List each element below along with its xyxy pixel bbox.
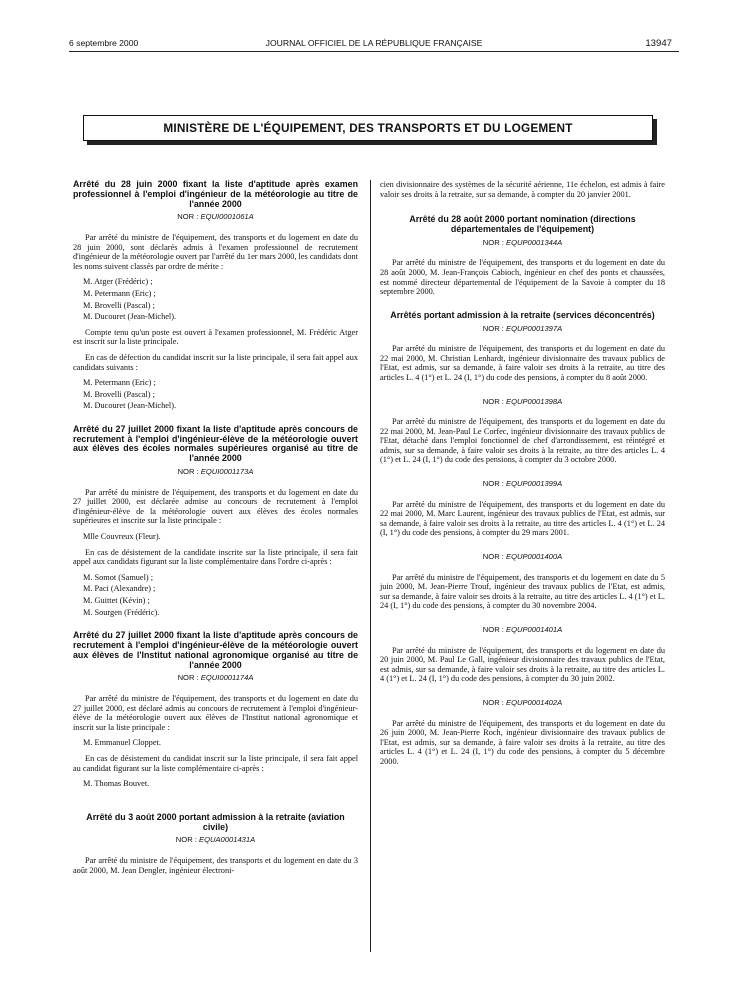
nor-code: EQUI0001173A (200, 467, 254, 477)
candidate-list (73, 573, 358, 617)
nor-label: NOR : (177, 467, 199, 477)
nor-code: EQUI0001061A (200, 212, 254, 222)
decree-section-1 (73, 180, 358, 411)
nor-code: EQUP0001399A (506, 479, 563, 489)
decree-title: Arrêté du 28 juin 2000 fixant la liste d'aptitude après examen professionnel à l'emploi d'ingénieur de la météorologie au titre de l'année 2000 (73, 179, 358, 209)
decree-paragraph: Par arrêté du ministre de l'équipement, des transports et du logement en date du 20 juin 2000, M. Paul Le Gall, ingénieur divisionnaire des travaux publics de l'Etat, est admis, sur sa demande, à faire valoir ses droits à la retraite, au titre des articles L. 4 (1°) et L. 24 (I, 1°) du code des pensions, à compter du 30 juin 2002. (380, 645, 665, 684)
header-journal-title: JOURNAL OFFICIEL DE LA RÉPUBLIQUE FRANÇAISE (265, 38, 483, 48)
decree-title: Arrêtés portant admission à la retraite (services déconcentrés) (390, 309, 655, 320)
decree-section-11 (380, 698, 665, 767)
nor-code: EQUI0001174A (200, 673, 254, 683)
nor-code: EQUP0001397A (506, 323, 563, 333)
candidate-list (73, 277, 358, 321)
nor-label: NOR : (482, 552, 504, 562)
decree-title: Arrêté du 3 août 2000 portant admission à la retraite (aviation civile) (86, 811, 345, 832)
nor-label: NOR : (482, 479, 504, 489)
decree-paragraph: Par arrêté du ministre de l'équipement, des transports et du logement en date du 26 juin 2000, M. Jean-Pierre Roch, ingénieur divisionnaire des travaux publics de l'Etat, est admis, sur sa demande, à faire valoir ses droits à la retraite, au titre des articles L. 4 (1°) et L. 24 (I, 1°) du code des pensions, à compter du 5 décembre 2000. (380, 718, 665, 766)
nor-reference (380, 698, 665, 708)
decree-paragraph: Par arrêté du ministre de l'équipement, des transports et du logement en date du 22 mai 2000, M. Marc Laurent, ingénieur des travaux publics de l'Etat, est admis, sur sa demande, à faire valoir ses droits à la retraite, au titre des articles L. 4 (1°) et L. 24 (I, 1°) du code des pensions, à compter du 29 mars 2001. (380, 499, 665, 538)
header-rule (69, 51, 679, 52)
nor-label: NOR : (482, 237, 504, 247)
candidate-list (73, 532, 358, 542)
left-column (73, 180, 358, 889)
list-item: Mlle Couvreux (Fleur). (83, 532, 161, 542)
decree-paragraph: En cas de défection du candidat inscrit sur la liste principale, il sera fait appel aux candidats suivants : (73, 352, 358, 372)
decree-paragraph: Compte tenu qu'un poste est ouvert à l'examen professionnel, M. Frédéric Atger est inscrit sur la liste principale. (73, 327, 358, 347)
list-item: M. Atger (Frédéric) ; (83, 277, 153, 287)
decree-section-3 (73, 631, 358, 789)
decree-paragraph: Par arrêté du ministre de l'équipement, des transports et du logement en date du 22 mai 2000, M. Jean-Paul Le Corfec, ingénieur divisionnaire des travaux publics de l'Etat, détaché dans l'emploi fonctionnel de chef d'arrondissement, est réintégré et admis, sur sa demande, à faire valoir ses droits à la retraite, au titre des articles L. 4 (1°) et L. 24 (I, 1°) du code des pensions, à compter du 3 octobre 2000. (380, 417, 665, 465)
nor-reference (380, 552, 665, 562)
list-item: M. Thomas Bouvet. (83, 779, 150, 789)
nor-reference (73, 212, 358, 222)
nor-label: NOR : (482, 697, 504, 707)
nor-code: EQUP0001402A (506, 697, 563, 707)
decree-section-6 (380, 311, 665, 383)
candidate-list (73, 738, 358, 748)
decree-paragraph: Par arrêté du ministre de l'équipement, des transports et du logement en date du 3 août 2000, M. Jean Dengler, ingénieur électroni- (73, 855, 358, 875)
decree-paragraph: Par arrêté du ministre de l'équipement, des transports et du logement en date du 5 juin 2000, M. Jean-Pierre Trouf, ingénieur des travaux publics de l'Etat, est admis, sur sa demande, à faire valoir ses droits à la retraite, au titre des articles L. 4 (1°) et L. 24 (I, 1°) du code des pensions, à compter du 30 novembre 2004. (380, 572, 665, 611)
right-column (380, 180, 665, 781)
list-item: M. Somot (Samuel) ; (83, 572, 154, 582)
list-item: M. Guittet (Kévin) ; (83, 596, 150, 606)
decree-paragraph: Par arrêté du ministre de l'équipement, des transports et du logement en date du 28 août 2000, M. Jean-François Cabioch, ingénieur en chef des ponts et chaussées, est nommé directeur départemental de l'équipement de la Savoie à compter du 18 septembre 2000. (380, 258, 665, 297)
nor-code: EQUP0001400A (506, 552, 563, 562)
nor-label: NOR : (482, 396, 504, 406)
decree-section-7 (380, 397, 665, 466)
decree-section-5 (380, 215, 665, 297)
nor-label: NOR : (482, 323, 504, 333)
nor-reference (380, 324, 665, 334)
decree-title: Arrêté du 27 juillet 2000 fixant la liste d'aptitude après concours de recrutement à l'emploi d'ingénieur-élève de la météorologie ouvert aux élèves de l'Institut national agronomique organisé au titre de l'année 2000 (73, 630, 358, 670)
candidate-list (73, 779, 358, 789)
nor-reference (73, 835, 358, 845)
nor-reference (73, 673, 358, 683)
decree-section-8 (380, 479, 665, 538)
nor-reference (380, 625, 665, 635)
list-item: M. Brovelli (Pascal) ; (83, 389, 155, 399)
nor-code: EQUP0001398A (506, 396, 563, 406)
nor-label: NOR : (177, 212, 199, 222)
list-item: M. Paci (Alexandre) ; (83, 584, 156, 594)
list-item: M. Petermann (Eric) ; (83, 288, 156, 298)
nor-reference (380, 238, 665, 248)
header-page-number: 13947 (645, 38, 672, 49)
decree-paragraph: En cas de désistement du candidat inscrit sur la liste principale, il sera fait appel au candidat figurant sur la liste complémentaire ci-après : (73, 753, 358, 773)
nor-label: NOR : (177, 673, 199, 683)
list-item: M. Emmanuel Cloppet. (83, 738, 161, 748)
list-item: M. Petermann (Eric) ; (83, 378, 156, 388)
decree-section-2 (73, 425, 358, 617)
decree-paragraph: En cas de désistement de la candidate inscrite sur la liste principale, il sera fait appel aux candidats figurant sur la liste complémentaire dans l'ordre ci-après : (73, 547, 358, 567)
nor-reference (380, 479, 665, 489)
decree-paragraph: Par arrêté du ministre de l'équipement, des transports et du logement en date du 22 mai 2000, M. Christian Lenhardt, ingénieur divisionnaire des travaux publics de l'Etat, est admis, sur sa demande, à faire valoir ses droits à la retraite, au titre des articles L. 4 (1°) et L. 24 (I, 1°) du code des pensions, à compter du 8 août 2000. (380, 344, 665, 382)
list-item: M. Sourgen (Frédéric). (83, 607, 160, 617)
nor-code: EQUA0001431A (199, 835, 256, 845)
decree-title: Arrêté du 27 juillet 2000 fixant la liste d'aptitude après concours de recrutement à l'emploi d'ingénieur-élève de la météorologie ouvert aux élèves des écoles normales supérieures organisé au titre de l'année 2000 (73, 423, 358, 464)
nor-code: EQUP0001401A (506, 625, 563, 635)
decree-paragraph: Par arrêté du ministre de l'équipement, des transports et du logement en date du 27 juillet 2000, est déclaré admis au concours de recrutement à l'emploi d'ingénieur-élève de la météorologie ouvert aux élèves de l'Institut national agronomique et inscrit sur la liste principale : (73, 693, 358, 732)
ministry-title-box: MINISTÈRE DE L'ÉQUIPEMENT, DES TRANSPORTS ET DU LOGEMENT (83, 115, 653, 141)
nor-label: NOR : (175, 835, 197, 845)
nor-reference (380, 397, 665, 407)
header-date: 6 septembre 2000 (69, 38, 139, 48)
list-item: M. Ducouret (Jean-Michel). (83, 401, 177, 411)
decree-section-4 (73, 813, 358, 875)
nor-label: NOR : (482, 625, 504, 635)
nor-reference (73, 467, 358, 477)
list-item: M. Brovelli (Pascal) ; (83, 300, 155, 310)
decree-paragraph: Par arrêté du ministre de l'équipement, des transports et du logement en date du 27 juillet 2000, est déclarée admise au concours de recrutement à l'emploi d'ingénieur-élève de la météorologie ouvert aux élèves des écoles normales supérieures et inscrite sur la liste principale : (73, 487, 358, 526)
decree-title: Arrêté du 28 août 2000 portant nomination (directions départementales de l'équipement) (409, 214, 636, 234)
nor-code: EQUP0001344A (506, 237, 563, 247)
continued-paragraph: cien divisionnaire des systèmes de la sécurité aérienne, 11e échelon, est admis à faire valoir ses droits à la retraite, sur sa demande, à compter du 20 janvier 2001. (380, 180, 665, 199)
column-separator (370, 180, 371, 952)
decree-section-10 (380, 625, 665, 684)
candidate-list (73, 378, 358, 411)
decree-section-9 (380, 552, 665, 611)
decree-paragraph: Par arrêté du ministre de l'équipement, des transports et du logement en date du 28 juin 2000, sont déclarés admis à l'examen professionnel de recrutement d'ingénieur de la météorologie ouvert par l'arrêté du 1er mars 2000, les candidats dont les noms suivent classés par ordre de mérite : (73, 232, 358, 271)
list-item: M. Ducouret (Jean-Michel). (83, 312, 177, 322)
